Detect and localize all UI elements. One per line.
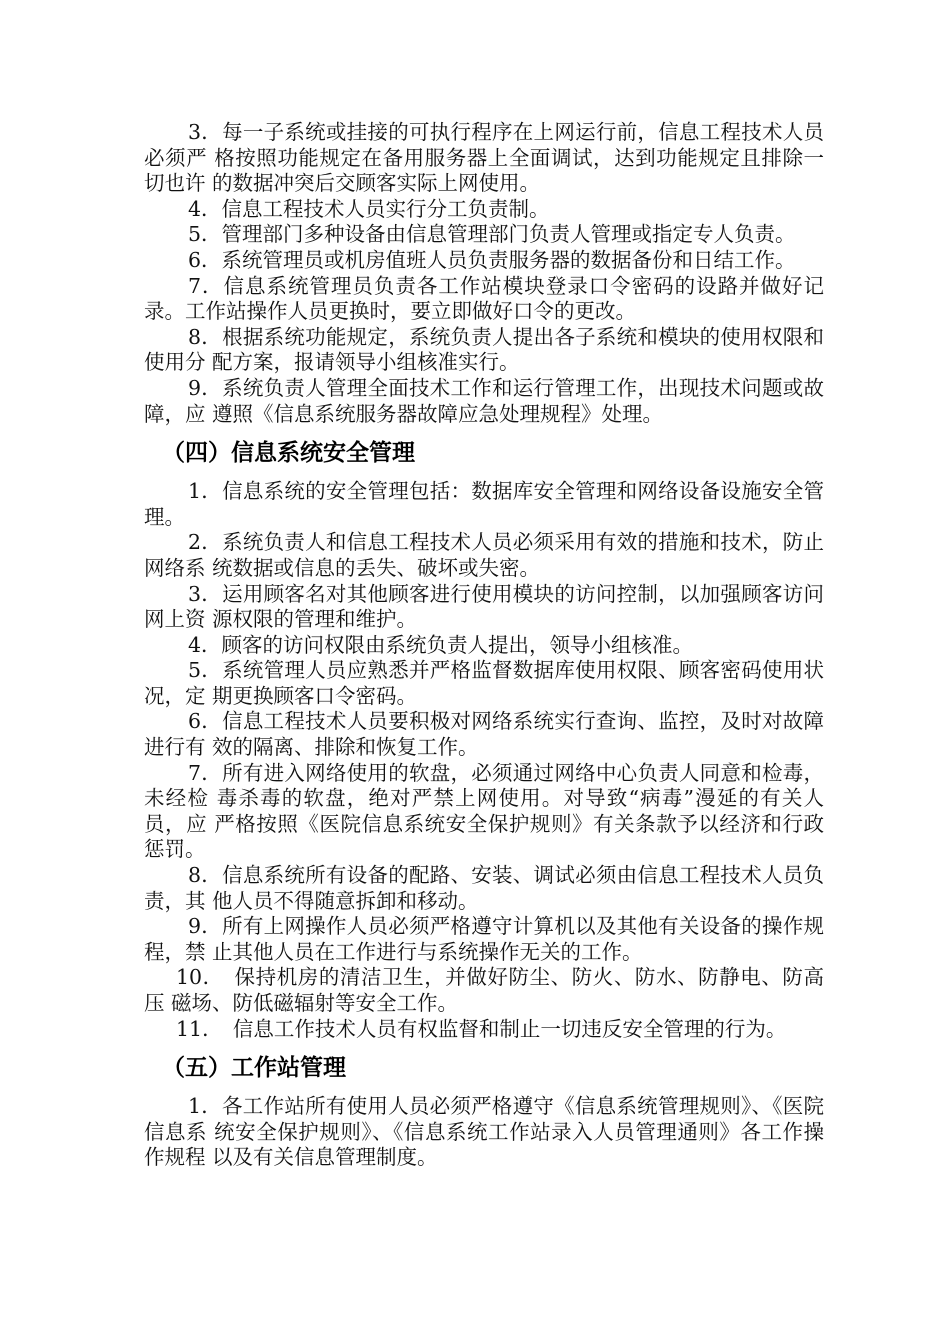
section-5-heading: （五）工作站管理 <box>162 1055 346 1082</box>
s4-item-2: 2．系统负责人和信息工程技术人员必须采用有效的措施和技术，防止网络系 统数据或信息的丢失、破坏或失密。 <box>144 530 824 580</box>
document-page <box>144 120 824 1171</box>
s4-item-3: 3．运用顾客名对其他顾客进行使用模块的访问控制，以加强顾客访问网上资 源权限的管理和维护。 <box>144 581 824 632</box>
s4-item-6: 6．信息工程技术人员要积极对网络系统实行查询、监控，及时对故障进行有 效的隔离、排除和恢复工作。 <box>144 709 824 760</box>
s3-item-7: 7．信息系统管理员负责各工作站模块登录口令密码的设路并做好记录。工作站操作人员更换时，要立即做好口令的更改。 <box>144 273 824 324</box>
s3-item-5: 5．管理部门多种设备由信息管理部门负责人管理或指定专人负责。 <box>188 222 796 247</box>
section-4-heading: （四）信息系统安全管理 <box>162 440 415 467</box>
s4-item-5: 5．系统管理人员应熟悉并严格监督数据库使用权限、顾客密码使用状况，定 期更换顾客口令密码。 <box>144 658 824 708</box>
s4-item-10: 10． 保持机房的清洁卫生，并做好防尘、防火、防水、防静电、防高压 磁场、防低磁辐射等安全工作。 <box>144 965 824 1015</box>
s5-item-1: 1．各工作站所有使用人员必须严格遵守《信息系统管理规则》、《医院信息系 统安全保护规则》、《信息系统工作站录入人员管理通则》各工作操作规程 以及有关信息管理制度。 <box>144 1094 824 1170</box>
s3-item-4: 4．信息工程技术人员实行分工负责制。 <box>188 196 550 221</box>
s3-item-6: 6．系统管理员或机房值班人员负责服务器的数据备份和日结工作。 <box>188 247 796 272</box>
s3-item-3: 3．每一子系统或挂接的可执行程序在上网运行前，信息工程技术人员必须严 格按照功能规定在备用服务器上全面调试，达到功能规定且排除一切也许 的数据冲突后交顾客实际上网使用。 <box>144 120 824 196</box>
s4-item-7: 7．所有进入网络使用的软盘，必须通过网络中心负责人同意和检毒，未经检 毒杀毒的软盘，绝对严禁上网使用。对导致“病毒”漫延的有关人员，应 严格按照《医院信息系统安全保护规则》有关条款予以经济和行政惩罚。 <box>144 760 824 862</box>
s3-item-8: 8．根据系统功能规定，系统负责人提出各子系统和模块的使用权限和使用分 配方案，报请领导小组核准实行。 <box>144 324 824 375</box>
s4-item-8: 8．信息系统所有设备的配路、安装、调试必须由信息工程技术人员负责，其 他人员不得随意拆卸和移动。 <box>144 863 824 913</box>
s4-item-9: 9．所有上网操作人员必须严格遵守计算机以及其他有关设备的操作规程，禁 止其他人员在工作进行与系统操作无关的工作。 <box>144 914 824 964</box>
s4-item-1: 1．信息系统的安全管理包括：数据库安全管理和网络设备设施安全管理。 <box>144 479 824 529</box>
s4-item-4: 4．顾客的访问权限由系统负责人提出，领导小组核准。 <box>188 632 694 657</box>
s4-item-11: 11． 信息工作技术人员有权监督和制止一切违反安全管理的行为。 <box>176 1016 787 1041</box>
s3-item-9: 9．系统负责人管理全面技术工作和运行管理工作，出现技术问题或故障，应 遵照《信息系统服务器故障应急处理规程》处理。 <box>144 375 824 426</box>
